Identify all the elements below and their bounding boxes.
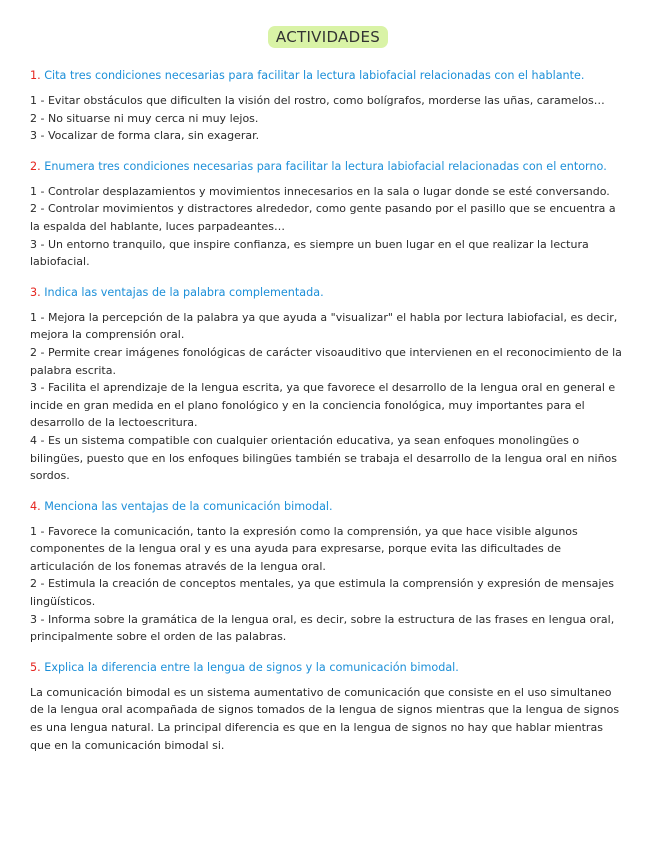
answer-item: 1 - Mejora la percepción de la palabra ya que ayuda a "visualizar" el habla por lectura labiofacial, es decir, mejora la comprensión oral. <box>30 310 618 342</box>
answer-list <box>30 523 626 646</box>
answer-item: 1 - Favorece la comunicación, tanto la expresión como la comprensión, ya que hace visible algunos componentes de la lengua oral y es una ayuda para expresarse, porque evita las dificultades de articulación de los fonemas através de la lengua oral. <box>30 524 578 573</box>
question-text: Explica la diferencia entre la lengua de signos y la comunicación bimodal. <box>44 660 459 674</box>
page-title: ACTIVIDADES <box>268 26 388 48</box>
answer-item: 3 - Un entorno tranquilo, que inspire confianza, es siempre un buen lugar en el que realizar la lectura labiofacial. <box>30 237 589 269</box>
activity-question <box>30 159 626 175</box>
activity-4 <box>30 499 626 646</box>
answer-item: 3 - Vocalizar de forma clara, sin exagerar. <box>30 129 260 143</box>
answer-list <box>30 684 626 754</box>
answer-list <box>30 309 626 485</box>
question-number: 1. <box>30 69 41 82</box>
question-number: 2. <box>30 159 41 173</box>
title-wrap <box>30 26 626 48</box>
answer-item: 2 - Controlar movimientos y distractores alrededor, como gente pasando por el pasillo que se encuentra a la espalda del hablante, luces parpadeantes… <box>30 202 616 233</box>
activity-5 <box>30 660 626 754</box>
answer-item: 1 - Controlar desplazamientos y movimientos innecesarios en la sala o lugar donde se esté conversando. <box>30 184 610 198</box>
answer-item: 3 - Facilita el aprendizaje de la lengua escrita, ya que favorece el desarrollo de la lengua oral en general e incide en gran medida en el plano fonológico y en la conciencia fonológica, muy importantes para el desarrollo de la lectoescritura. <box>30 381 616 430</box>
answer-item: 3 - Informa sobre la gramática de la lengua oral, es decir, sobre la estructura de las frases en lengua oral, principalmente sobre el orden de las palabras. <box>30 612 615 644</box>
activity-3 <box>30 285 626 485</box>
question-number: 4. <box>30 499 41 513</box>
question-text: Indica las ventajas de la palabra complementada. <box>44 285 324 299</box>
question-text: Enumera tres condiciones necesarias para facilitar la lectura labiofacial relacionadas con el entorno. <box>44 159 607 173</box>
activity-1 <box>30 68 626 145</box>
question-text: Menciona las ventajas de la comunicación bimodal. <box>44 499 333 513</box>
activity-question <box>30 660 626 676</box>
answer-list <box>30 92 626 145</box>
answer-item: 2 - No situarse ni muy cerca ni muy lejos. <box>30 111 259 125</box>
answer-item: 2 - Estimula la creación de conceptos mentales, ya que estimula la comprensión y expresión de mensajes lingüísticos. <box>30 577 614 609</box>
answer-item: 4 - Es un sistema compatible con cualquier orientación educativa, ya sean enfoques monolingües o bilingües, puesto que en los enfoques bilingües también se trabaja el desarrollo de la lengua oral en niños sordos. <box>30 433 618 483</box>
answer-item: 2 - Permite crear imágenes fonológicas de carácter visoauditivo que intervienen en el reconocimiento de la palabra escrita. <box>30 345 622 377</box>
activity-question <box>30 285 626 301</box>
question-number: 3. <box>30 285 41 299</box>
answer-item: 1 - Evitar obstáculos que dificulten la visión del rostro, como bolígrafos, morderse las uñas, caramelos… <box>30 94 605 107</box>
answer-item: La comunicación bimodal es un sistema aumentativo de comunicación que consiste en el uso simultaneo de la lengua oral acompañada de signos tomados de la lengua de signos mientras que la lengua de signos es una lengua natural. La principal diferencia es que en la lengua de signos no hay que hablar mientras que en la comunicación bimodal si. <box>30 685 620 752</box>
activity-question <box>30 68 626 84</box>
activities-list <box>30 68 626 754</box>
answer-list <box>30 183 626 271</box>
activity-2 <box>30 159 626 271</box>
question-text: Cita tres condiciones necesarias para facilitar la lectura labiofacial relacionadas con el hablante. <box>44 69 585 82</box>
activity-question <box>30 499 626 515</box>
question-number: 5. <box>30 660 41 674</box>
